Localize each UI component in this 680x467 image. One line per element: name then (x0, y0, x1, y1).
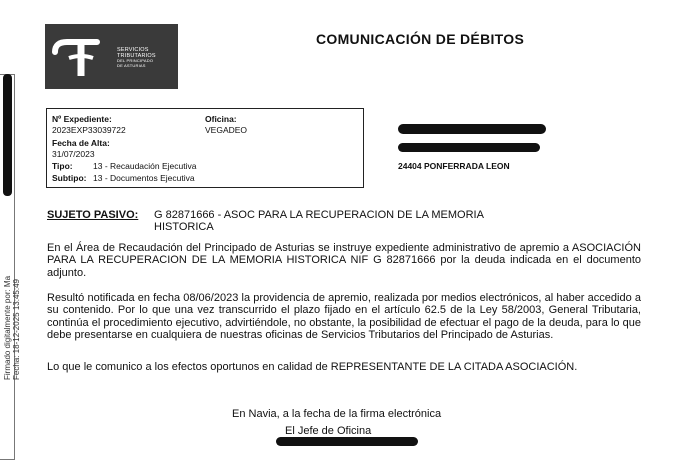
signature-signer: Firmado digitalmente por: Ma (3, 275, 12, 380)
tipo-label: Tipo: (52, 161, 73, 171)
redaction-mark (3, 74, 12, 196)
sujeto-pasivo-label: SUJETO PASIVO: (47, 209, 139, 221)
case-details-box (46, 108, 364, 188)
oficina-label: Oficina: (205, 114, 237, 124)
expediente-label: Nº Expediente: (52, 114, 112, 124)
signature-role: El Jefe de Oficina (285, 425, 372, 437)
logo-line: TRIBUTARIOS (117, 53, 156, 60)
subtipo-label: Subtipo: (52, 173, 87, 183)
document-title: COMUNICACIÓN DE DÉBITOS (316, 31, 525, 47)
logo-icon (45, 24, 178, 89)
body-paragraph: En el Área de Recaudación del Principado de Asturias se instruye expediente administrativo de apremio a ASOCIACIÓN PARA LA RECUPERACION DE LA MEMORIA HISTORICA NIF G 82871666 por la deuda indicada en el documento adjunto. (47, 242, 641, 279)
logo-line: DE ASTURIAS (117, 63, 146, 69)
address-city: 24404 PONFERRADA LEON (398, 161, 510, 171)
logo-line: DEL PRINCIPADO (117, 58, 154, 64)
redaction-mark (398, 143, 540, 152)
logo-wordmark (117, 47, 156, 69)
sujeto-pasivo-value: G 82871666 - ASOC PARA LA RECUPERACION DE LA MEMORIA HISTORICA (154, 209, 484, 233)
redaction-mark (398, 124, 546, 134)
redaction-mark (276, 437, 418, 446)
services-logo (45, 24, 178, 89)
body-paragraph: Lo que le comunico a los efectos oportunos en calidad de REPRESENTANTE DE LA CITADA ASOCIACIÓN. (47, 361, 578, 373)
signature-date: Fecha: 18-12-2025 13:45:49 (12, 279, 21, 380)
logo-line: SERVICIOS (117, 47, 149, 53)
expediente-value: 2023EXP33039722 (52, 125, 126, 135)
signature-place: En Navia, a la fecha de la firma electrónica (232, 408, 442, 420)
subtipo-value: 13 - Documentos Ejecutiva (93, 173, 195, 183)
fecha-label: Fecha de Alta: (52, 138, 110, 148)
fecha-value: 31/07/2023 (52, 149, 95, 159)
body-paragraph: Resultó notificada en fecha 08/06/2023 la providencia de apremio, realizada por medios electrónicos, al haber accedido a su contenido. Por lo que una vez transcurrido el plazo fijado en el artículo 62.5 de la Ley 58/2003, General Tributaria, continúa el procedimiento ejecutivo, advirtiéndole, no obstante, la posibilidad de efectuar el pago de la deuda, para lo que debe presentarse en cualquiera de nuestras oficinas de Servicios Tributarios del Principado de Asturias. (47, 292, 641, 342)
oficina-value: VEGADEO (205, 125, 248, 135)
tipo-value: 13 - Recaudación Ejecutiva (93, 161, 197, 171)
